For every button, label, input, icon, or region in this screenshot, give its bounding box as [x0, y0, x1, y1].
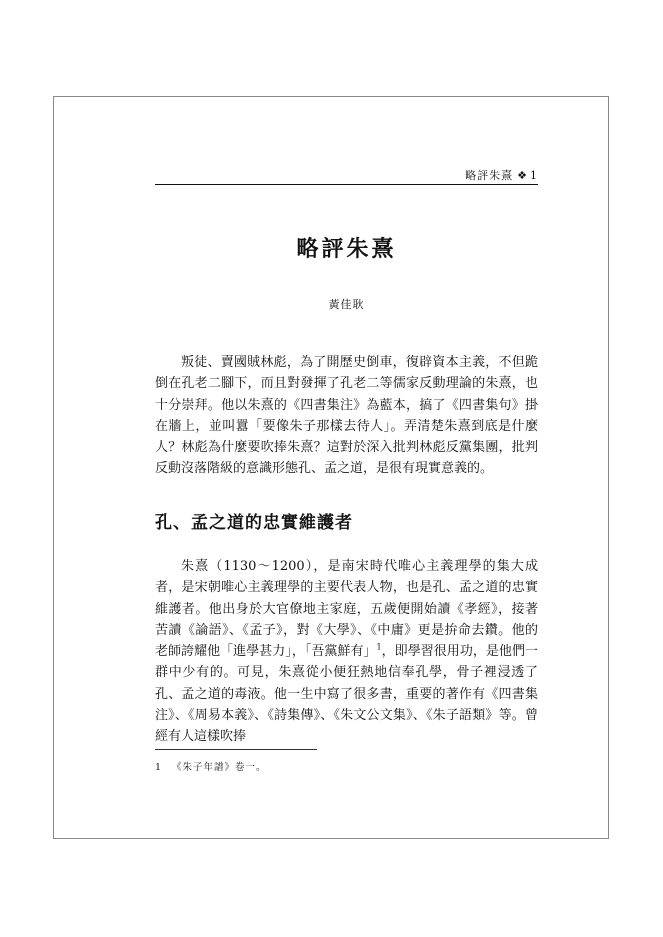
- page-number: 1: [530, 169, 538, 182]
- running-header: [155, 170, 538, 185]
- article-title: 略評朱熹: [296, 237, 397, 262]
- article-author: 黃佳耿: [328, 298, 365, 311]
- running-title: 略評朱熹: [465, 169, 514, 182]
- section-heading: 孔、孟之道的忠實維護者: [155, 513, 353, 533]
- body-paragraph-2: [155, 556, 538, 748]
- footnote-divider: [155, 749, 317, 750]
- footnote-1: [155, 759, 538, 773]
- footnote-text: 《朱子年譜》卷一。: [172, 762, 267, 773]
- footnote-number: 1: [155, 762, 163, 773]
- paragraph-2-part-b: ，即學習很用功，是他們一群中少有的。可見，朱熹從小便狂熱地信奉孔學，骨子裡浸透了孔、孟之道的毒液。他一生中寫了很多書，重要的著作有《四書集注》、《周易本義》、《詩集傳》、《朱文公文集》、《朱子語類》等。曾經有人這樣吹捧: [155, 644, 538, 745]
- paragraph-2-part-a: 朱熹（1130～1200），是南宋時代唯心主義理學的集大成者，是宋朝唯心主義理學的主要代表人物，也是孔、孟之道的忠實維護者。他出身於大官僚地主家庭，五歲便開始讀《孝經》，接著苦讀《論語》、《孟子》，對《大學》、《中庸》更是拚命去鑽。他的老師誇耀他「進學甚力」，「吾黨鮮有」: [155, 559, 538, 660]
- body-paragraph-1: 叛徒、賣國賊林彪，為了開歷史倒車，復辟資本主義，不但跪倒在孔老二腳下，而且對發揮了孔老二等儒家反動理論的朱熹，也十分崇拜。他以朱熹的《四書集注》為藍本，搞了《四書集句》掛在牆上，並叫囂「要像朱子那樣去待人」。弄清楚朱熹到底是什麼人？林彪為什麼要吹捧朱熹？這對於深入批判林彪反黨集團，批判反動沒落階級的意識形態孔、孟之道，是很有現實意義的。: [155, 355, 538, 477]
- diamond-separator-icon: ❖: [517, 169, 528, 182]
- footnote-reference[interactable]: 1: [376, 642, 382, 652]
